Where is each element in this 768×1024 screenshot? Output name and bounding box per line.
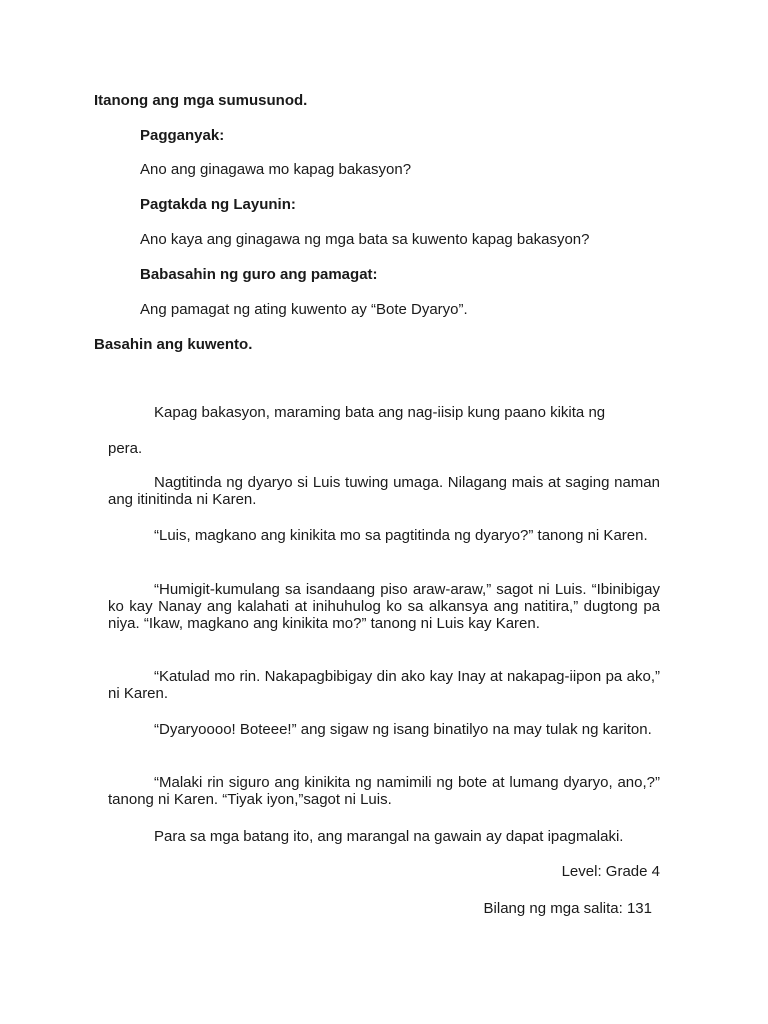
story-intro-continuation: pera.: [108, 440, 143, 457]
story-paragraph: Nagtitinda ng dyaryo si Luis tuwing umaga. Nilagang mais at saging naman ang itinitinda ni Karen.: [108, 474, 660, 508]
objective-question: Ano kaya ang ginagawa ng mga bata sa kuwento kapag bakasyon?: [140, 231, 590, 248]
word-count: Bilang ng mga salita: 131: [483, 900, 652, 917]
story-paragraph: “Malaki rin siguro ang kinikita ng namimili ng bote at lumang dyaryo, ano,?” tanong ni Karen. “Tiyak iyon,”sagot ni Luis.: [108, 774, 660, 808]
story-heading: Basahin ang kuwento.: [94, 336, 253, 353]
story-paragraph: “Katulad mo rin. Nakapagbibigay din ako kay Inay at nakapag-iipon pa ako,” ni Karen.: [108, 668, 660, 702]
story-paragraph: “Luis, magkano ang kinikita mo sa pagtitinda ng dyaryo?” tanong ni Karen.: [154, 527, 648, 544]
story-paragraph: “Dyaryoooo! Boteee!” ang sigaw ng isang binatilyo na may tulak ng kariton.: [154, 721, 652, 738]
objective-label: Pagtakda ng Layunin:: [140, 196, 296, 213]
grade-level: Level: Grade 4: [561, 863, 660, 880]
story-paragraph: Para sa mga batang ito, ang marangal na gawain ay dapat ipagmalaki.: [154, 828, 624, 845]
instructions-heading: Itanong ang mga sumusunod.: [94, 92, 308, 109]
title-statement: Ang pamagat ng ating kuwento ay “Bote Dyaryo”.: [140, 301, 468, 318]
title-label: Babasahin ng guro ang pamagat:: [140, 266, 378, 283]
motivation-label: Pagganyak:: [140, 127, 225, 144]
story-intro-line: Kapag bakasyon, maraming bata ang nag-iisip kung paano kikita ng: [154, 404, 606, 421]
motivation-question: Ano ang ginagawa mo kapag bakasyon?: [140, 161, 412, 178]
story-paragraph: “Humigit-kumulang sa isandaang piso araw-araw,” sagot ni Luis. “Ibinibigay ko kay Nanay ang kalahati at inihuhulog ko sa alkansya ang natitira,” dugtong pa niya. “Ikaw, magkano ang kinikita mo?” tanong ni Luis kay Karen.: [108, 581, 660, 632]
